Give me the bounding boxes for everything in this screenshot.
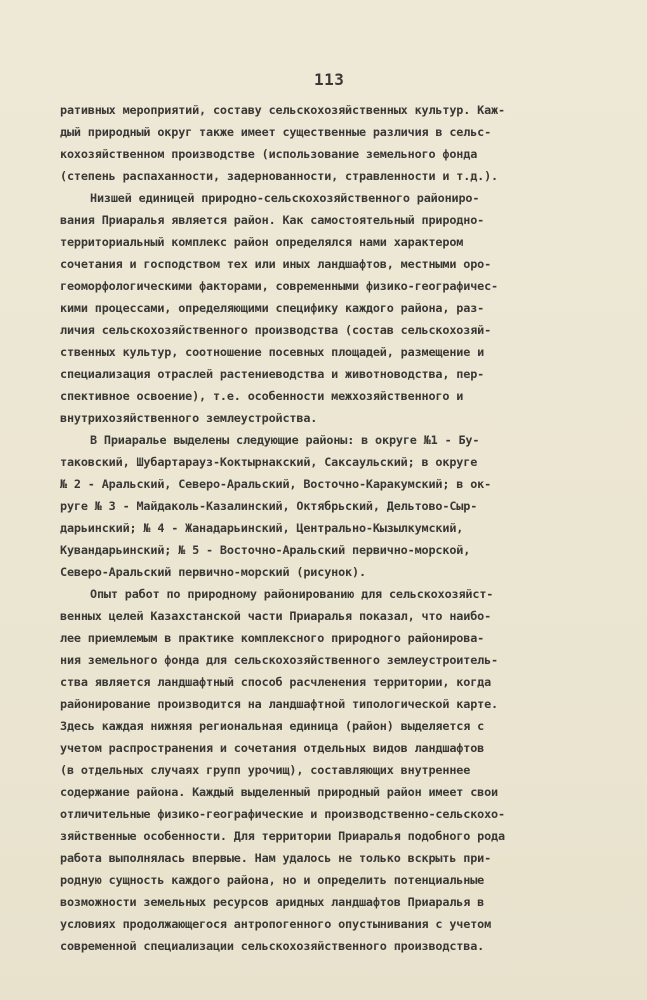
text-line: районирование производится на ландшафтной типологической карте. (60, 697, 498, 711)
text-line: лее приемлемым в практике комплексного природного районирова- (60, 631, 485, 645)
text-line: современной специализации сельскохозяйственного производства. (60, 939, 485, 953)
page-number: 113 (314, 70, 345, 89)
text-line: возможности земельных ресурсов аридных ландшафтов Приаралья в (60, 895, 485, 909)
text-line: спективное освоение), т.е. особенности межхозяйственного и (60, 389, 464, 403)
text-line: дый природный округ также имеет существенные различия в сельс- (60, 125, 492, 139)
text-line: дарьинский; № 4 - Жанадарьинский, Центрально-Кызылкумский, (60, 521, 464, 535)
text-line: зяйственные особенности. Для территории Приаралья подобного рода (60, 829, 505, 843)
text-line: венных целей Казахстанской части Приаралья показал, что наибо- (60, 609, 492, 623)
text-line: Опыт работ по природному районированию для сельскохозяйст- (90, 587, 494, 601)
text-line: кохозяйственном производстве (использование земельного фонда (60, 147, 478, 161)
text-line: территориальный комплекс район определялся нами характером (60, 235, 464, 249)
text-line: Здесь каждая нижняя региональная единица (район) выделяется с (60, 719, 485, 733)
text-line: внутрихозяйственного землеустройства. (60, 411, 318, 425)
text-line: Кувандарьинский; № 5 - Восточно-Аральский первично-морской, (60, 543, 471, 557)
text-line: Северо-Аральский первично-морский (рисунок). (60, 565, 366, 579)
text-line: В Приаралье выделены следующие районы: в округе №1 - Бу- (90, 433, 480, 447)
text-line: № 2 - Аральский, Северо-Аральский, Восточно-Каракумский; в ок- (60, 477, 492, 491)
text-line: геоморфологическими факторами, современными физико-географичес- (60, 279, 498, 293)
text-line: таковский, Шубартарауз-Коктырнакский, Саксаульский; в округе (60, 455, 478, 469)
text-line: работа выполнялась впервые. Нам удалось не только вскрыть при- (60, 851, 492, 865)
text-line: учетом распространения и сочетания отдельных видов ландшафтов (60, 741, 485, 755)
text-line: сочетания и господством тех или иных ландшафтов, местными оро- (60, 257, 492, 271)
text-line: Низшей единицей природно-сельскохозяйственного райониро- (90, 191, 480, 205)
text-line: ства является ландшафтный способ расчленения территории, когда (60, 675, 492, 689)
text-line: ственных культур, соотношение посевных площадей, размещение и (60, 345, 485, 359)
text-line: личия сельскохозяйственного производства (состав сельскохозяй- (60, 323, 492, 337)
text-line: родную сущность каждого района, но и определить потенциальные (60, 873, 485, 887)
text-line: условиях продолжающегося антропогенного опустынивания с учетом (60, 917, 492, 931)
text-line: кими процессами, определяющими специфику каждого района, раз- (60, 301, 485, 315)
text-line: вания Приаралья является район. Как самостоятельный природно- (60, 213, 485, 227)
text-line: отличительные физико-географические и производственно-сельскохо- (60, 807, 505, 821)
text-line: руге № 3 - Майдаколь-Казалинский, Октябрьский, Дельтово-Сыр- (60, 499, 478, 513)
text-line: специализация отраслей растениеводства и животноводства, пер- (60, 367, 485, 381)
text-line: (степень распаханности, задернованности, стравленности и т.д.). (60, 169, 498, 183)
text-line: ративных мероприятий, составу сельскохозяйственных культур. Каж- (60, 103, 505, 117)
text-line: содержание района. Каждый выделенный природный район имеет свои (60, 785, 498, 799)
text-line: ния земельного фонда для сельскохозяйственного землеустроитель- (60, 653, 498, 667)
text-line: (в отдельных случаях групп урочищ), составляющих внутреннее (60, 763, 471, 777)
